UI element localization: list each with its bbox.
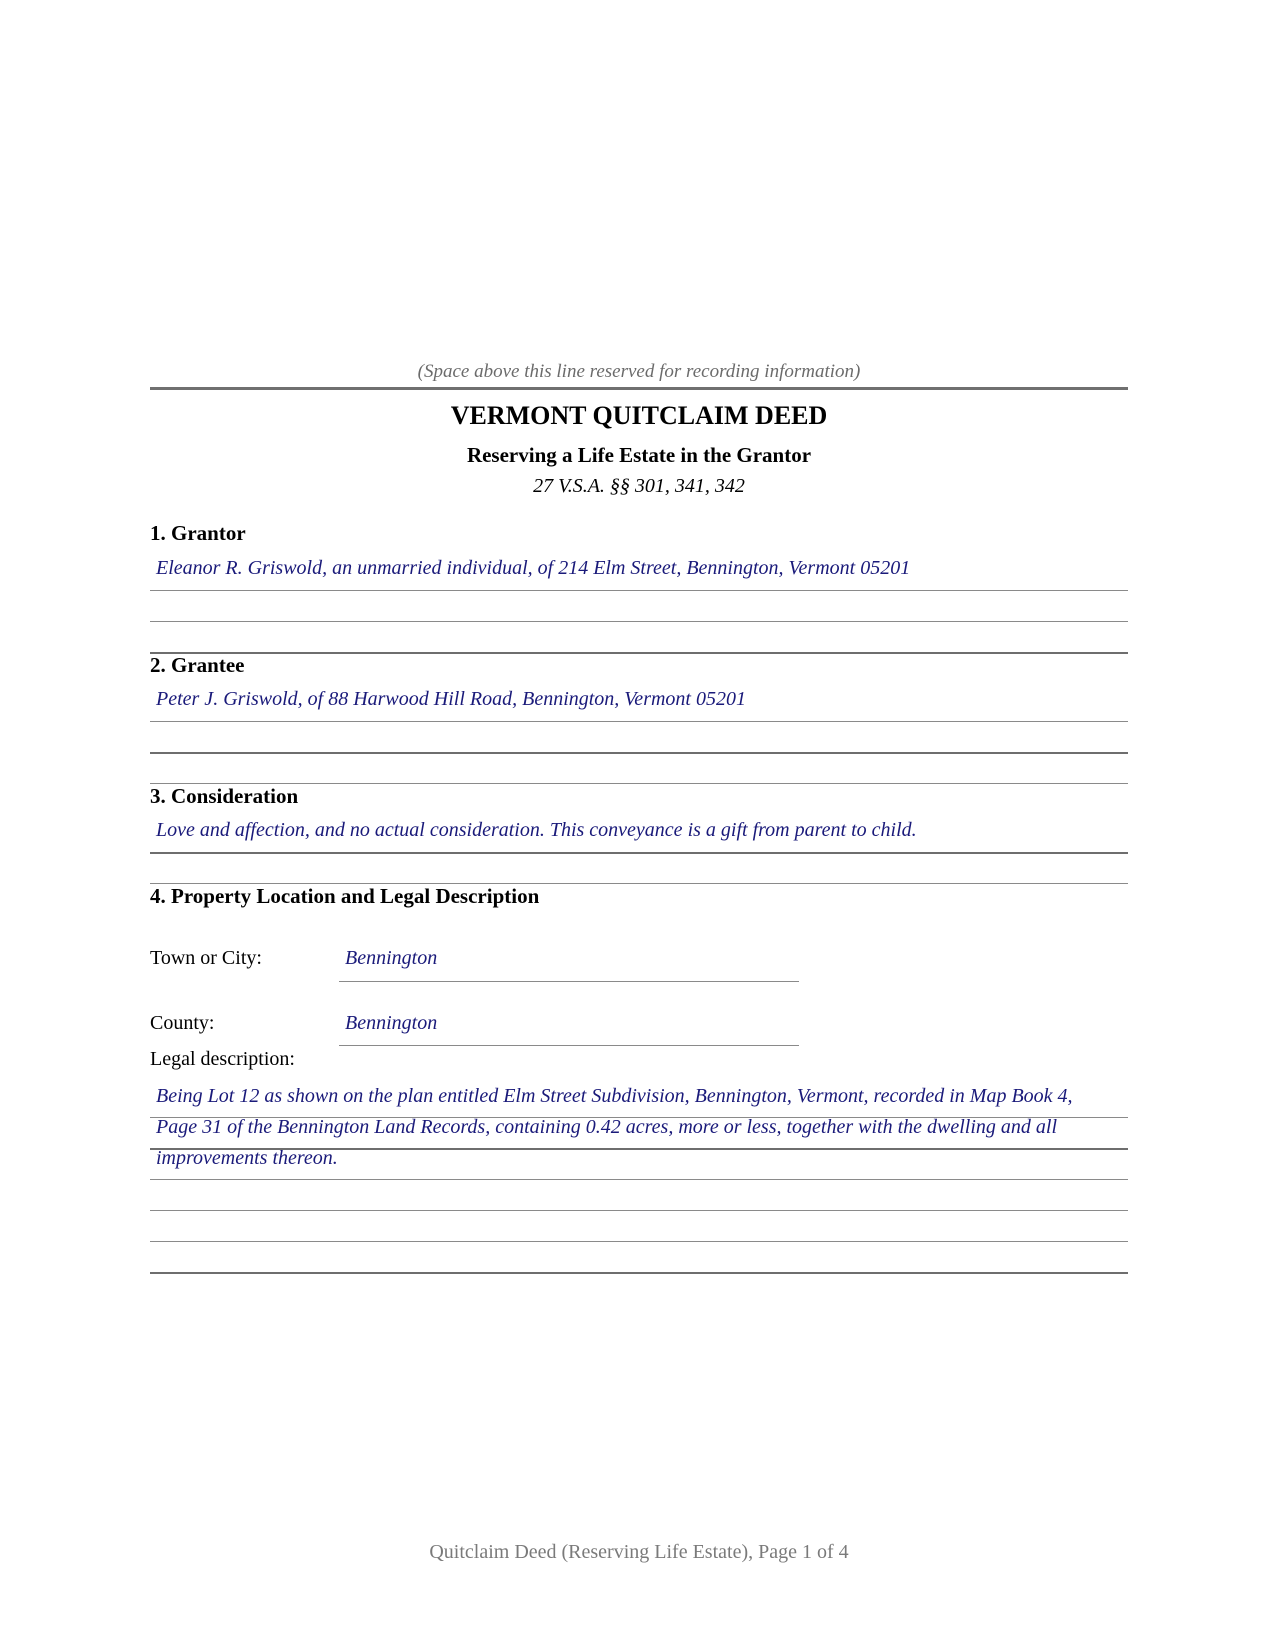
grantor-line-1 bbox=[150, 590, 1128, 591]
legal-line-3 bbox=[150, 1179, 1128, 1180]
recording-line bbox=[150, 387, 1128, 390]
recording-note: (Space above this line reserved for recording information) bbox=[417, 361, 861, 382]
grantee-field[interactable]: Peter J. Griswold, of 88 Harwood Hill Road, Bennington, Vermont 05201 bbox=[156, 688, 746, 710]
legal-description-line[interactable]: Being Lot 12 as shown on the plan entitled Elm Street Subdivision, Bennington, Vermont, recorded in Map Book 4, bbox=[156, 1085, 1073, 1107]
legal-line-5 bbox=[150, 1241, 1128, 1242]
town-field[interactable]: Bennington bbox=[345, 947, 438, 969]
property-heading: 4. Property Location and Legal Description bbox=[150, 884, 540, 908]
grantee-heading: 2. Grantee bbox=[150, 653, 245, 677]
page-footer: Quitclaim Deed (Reserving Life Estate), Page 1 of 4 bbox=[429, 1541, 849, 1563]
legal-line-6 bbox=[150, 1272, 1128, 1274]
consideration-heading: 3. Consideration bbox=[150, 784, 299, 808]
grantor-line-2 bbox=[150, 621, 1128, 622]
county-field[interactable]: Bennington bbox=[345, 1012, 438, 1034]
document-title: VERMONT QUITCLAIM DEED bbox=[450, 401, 828, 430]
grantor-line-3 bbox=[150, 652, 1128, 654]
legal-line-4 bbox=[150, 1210, 1128, 1211]
county-label: County: bbox=[150, 1012, 215, 1034]
grantor-heading: 1. Grantor bbox=[150, 521, 246, 545]
grantor-field[interactable]: Eleanor R. Griswold, an unmarried individual, of 214 Elm Street, Bennington, Vermont 05201 bbox=[156, 557, 911, 579]
statute-citation: 27 V.S.A. §§ 301, 341, 342 bbox=[533, 475, 745, 497]
legal-description-line[interactable]: Page 31 of the Bennington Land Records, containing 0.42 acres, more or less, together with the dwelling and all bbox=[156, 1116, 1058, 1138]
legal-description-line[interactable]: improvements thereon. bbox=[156, 1147, 338, 1169]
town-line bbox=[339, 981, 799, 982]
consideration-field[interactable]: Love and affection, and no actual consideration. This conveyance is a gift from parent to child. bbox=[156, 819, 917, 841]
county-line bbox=[339, 1045, 799, 1046]
town-label: Town or City: bbox=[150, 947, 262, 969]
grantee-line-2 bbox=[150, 752, 1128, 754]
legal-description-label: Legal description: bbox=[150, 1048, 295, 1070]
consideration-line-1 bbox=[150, 852, 1128, 854]
document-subtitle: Reserving a Life Estate in the Grantor bbox=[466, 443, 812, 467]
grantee-line-1 bbox=[150, 721, 1128, 722]
